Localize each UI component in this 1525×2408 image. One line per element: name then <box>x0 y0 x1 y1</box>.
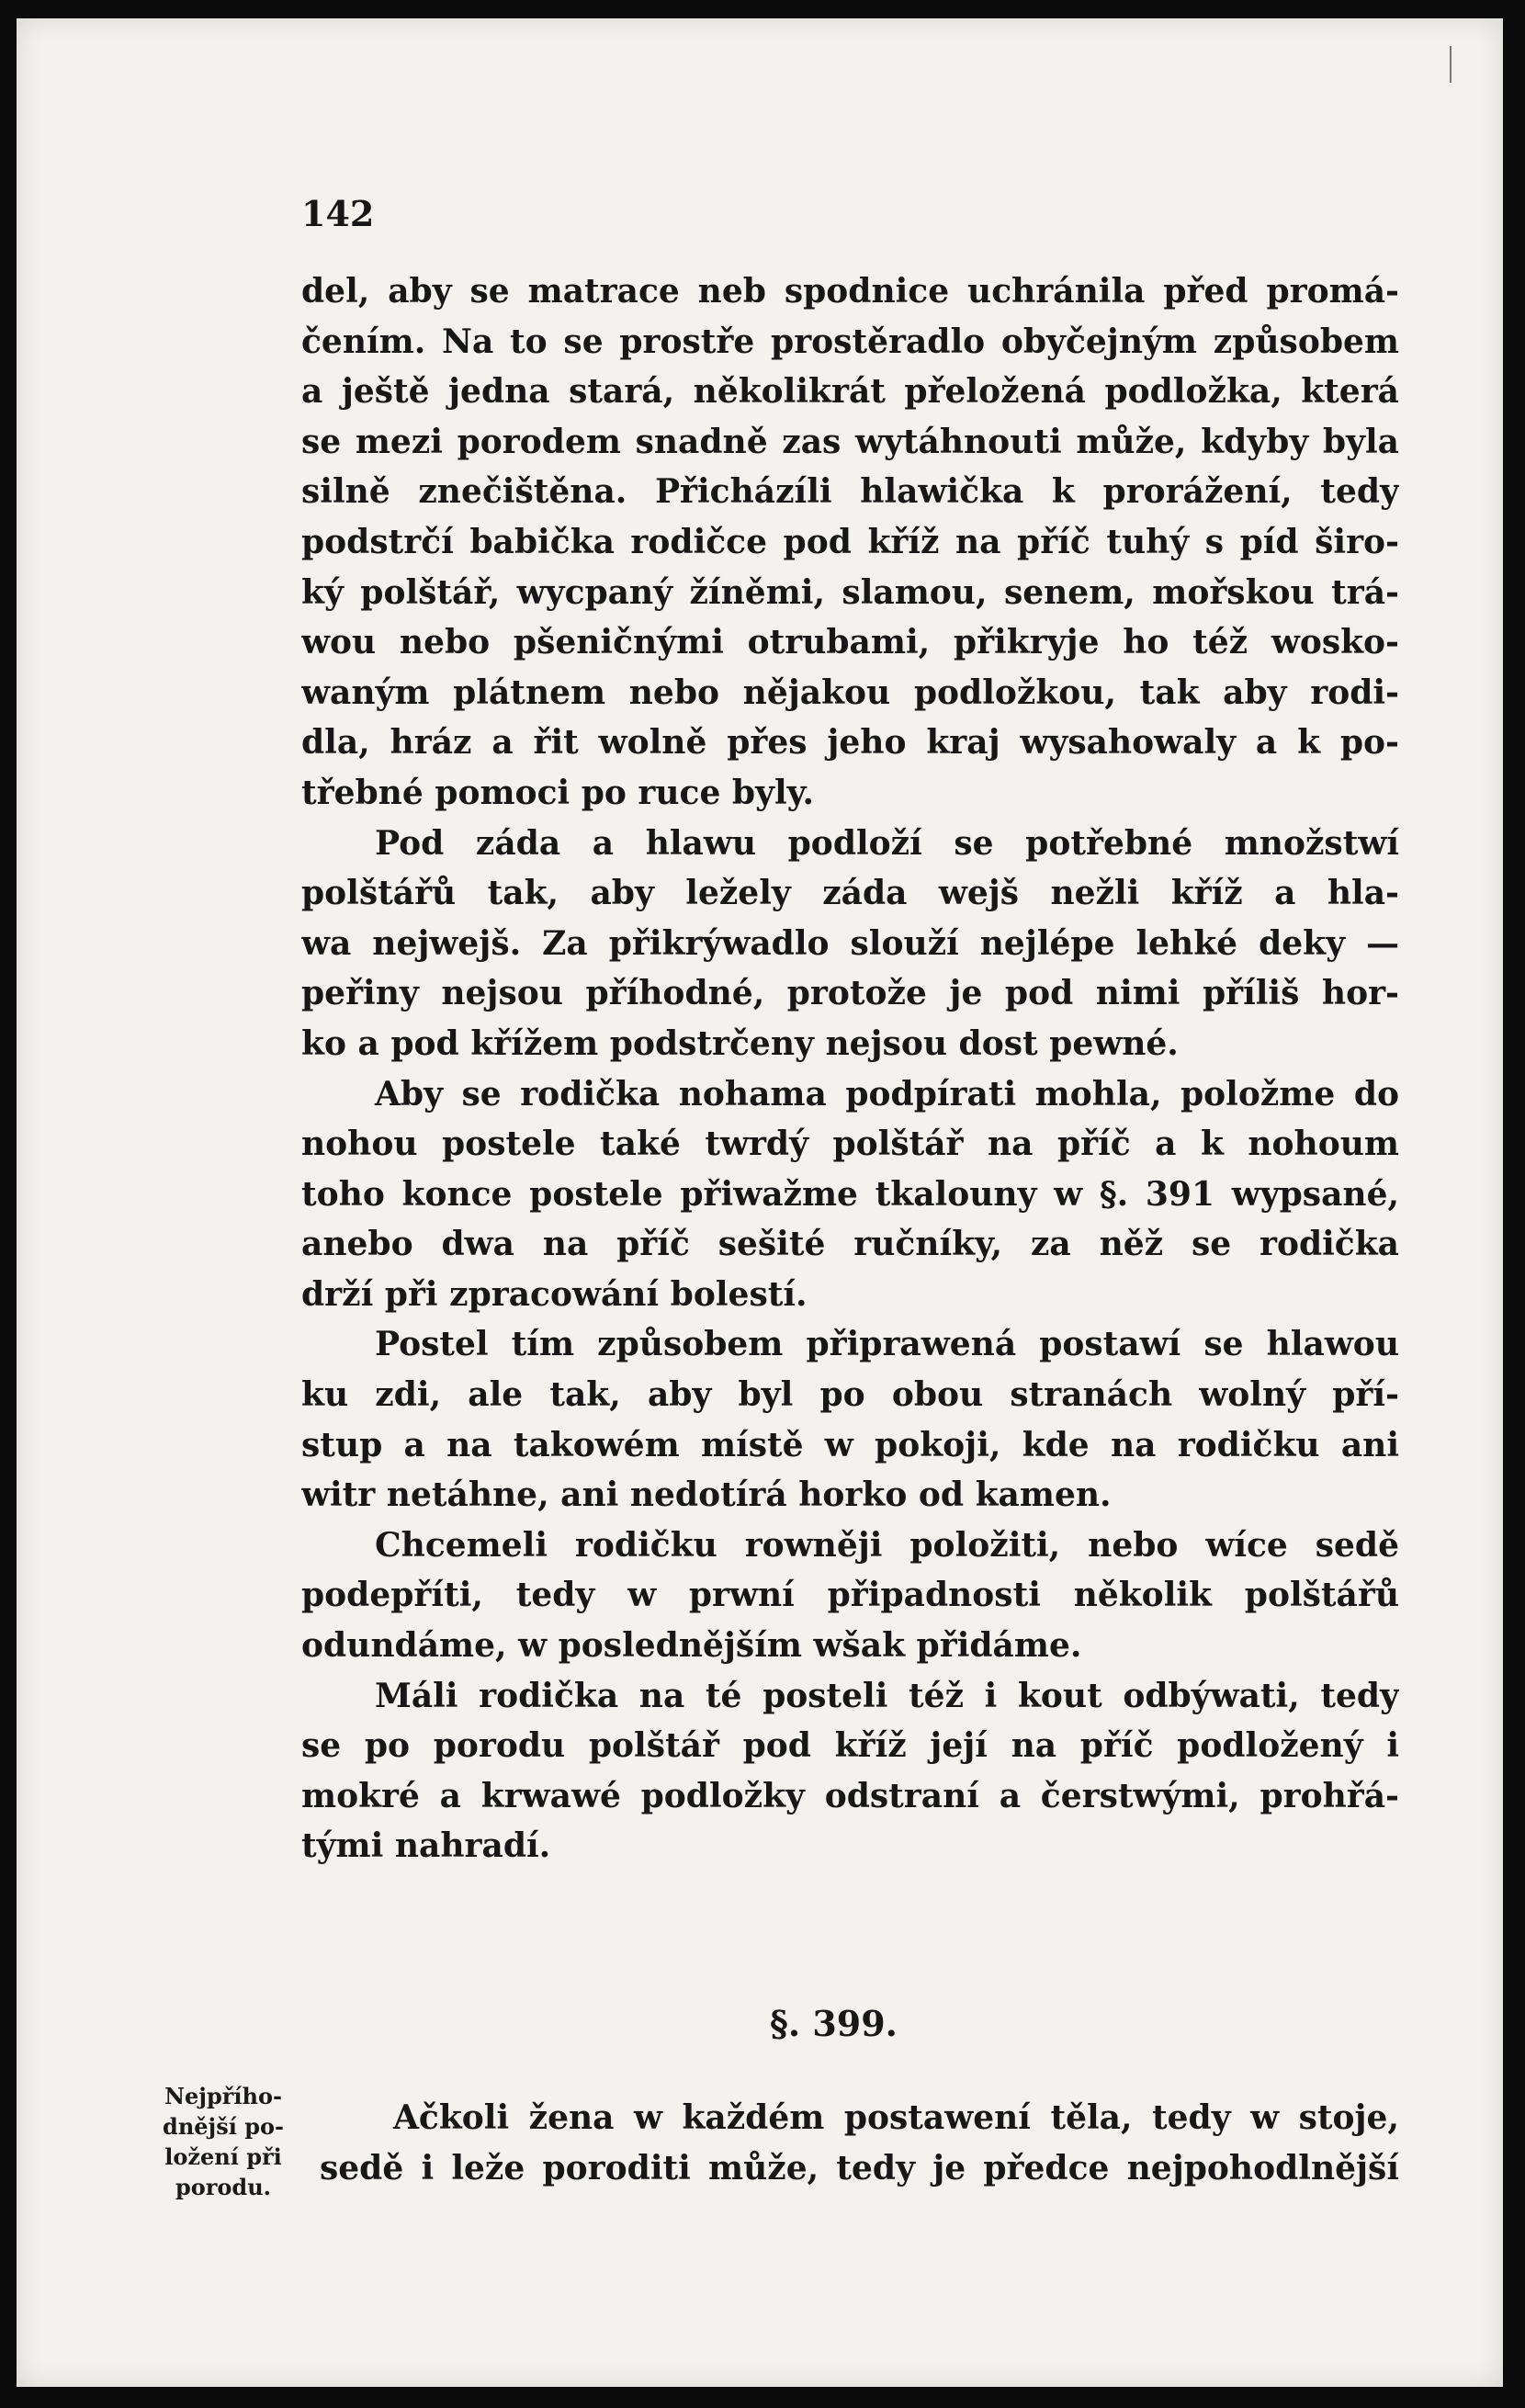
paragraph-line: Ačkoli žena w každém postawení těla, tedy w stoje, <box>393 2098 1399 2137</box>
paragraph-line: mokré a krwawé podložky odstraní a čerstwými, prohřá- <box>301 1776 1399 1815</box>
paragraph-line: podstrčí babička rodičce pod kříž na příč tuhý s píd širo- <box>301 522 1399 561</box>
paragraph <box>301 1069 1399 1320</box>
paragraph-line: ký polštář, wycpaný žíněmi, slamou, senem, mořskou trá- <box>301 572 1399 612</box>
section-heading: §. 399. <box>770 2003 898 2044</box>
margin-note <box>145 2081 301 2202</box>
section-paragraph <box>320 2090 1399 2190</box>
paragraph-line: tými nahradí. <box>301 1826 551 1866</box>
paragraph-line: Aby se rodička nohama podpírati mohla, položme do <box>375 1074 1399 1114</box>
paragraph-line: witr netáhne, ani nedotírá horko od kamen. <box>301 1475 1112 1515</box>
margin-note-line: ložení při <box>164 2143 282 2170</box>
paragraph-line: se po porodu polštář pod kříž její na příč podložený i <box>301 1726 1399 1766</box>
paragraph-line: wou nebo pšeničnými otrubami, přikryje ho též wosko- <box>301 623 1399 662</box>
paragraph-line: ko a pod křížem podstrčeny nejsou dost pewné. <box>301 1023 1179 1063</box>
paragraph-line: drží při zpracowání bolestí. <box>301 1274 808 1314</box>
main-text <box>301 266 1399 1871</box>
paragraph-line: del, aby se matrace neb spodnice uchránila před promá- <box>301 272 1399 311</box>
paragraph-line: silně znečištěna. Přicházíli hlawička k prorážení, tedy <box>301 472 1399 512</box>
paragraph-line: anebo dwa na příč sešité ručníky, za něž se rodička <box>301 1225 1399 1264</box>
paragraph-line: stup a na takowém místě w pokoji, kde na rodičku ani <box>301 1425 1399 1464</box>
paragraph-line: wa nejwejš. Za přikrýwadlo slouží nejlépe lehké deky — <box>301 923 1399 963</box>
paragraph <box>301 1319 1399 1520</box>
paragraph-line: Chcemeli rodičku rowněji položiti, nebo wíce sedě <box>375 1525 1399 1565</box>
paragraph-line: polštářů tak, aby ležely záda wejš nežli kříž a hla- <box>301 874 1399 913</box>
paragraph-line: Pod záda a hlawu podloží se potřebné množstwí <box>375 823 1399 863</box>
margin-note-line: dnější po- <box>163 2113 284 2140</box>
book-page <box>17 18 1503 2387</box>
paragraph-line: toho konce postele přiwažme tkalouny w §. 391 wypsané, <box>301 1174 1399 1214</box>
page-number: 142 <box>301 193 375 234</box>
paragraph <box>301 1671 1399 1871</box>
paragraph <box>301 266 1399 819</box>
page-edge-mark <box>1450 46 1452 83</box>
paragraph <box>301 1521 1399 1671</box>
paragraph-line: waným plátnem nebo nějakou podložkou, tak aby rodi- <box>301 673 1399 712</box>
paragraph-line: Postel tím způsobem připrawená postawí se hlawou <box>375 1325 1399 1364</box>
paragraph-line: sedě i leže poroditi může, tedy je předce nejpohodlnější <box>320 2148 1399 2188</box>
paragraph-line: dla, hráz a řit wolně přes jeho kraj wysahowaly a k po- <box>301 723 1399 763</box>
paragraph-line: třebné pomoci po ruce byly. <box>301 773 814 812</box>
paragraph-line: odundáme, w poslednějším wšak přidáme. <box>301 1626 1082 1666</box>
margin-note-line: Nejpřího- <box>164 2083 282 2109</box>
paragraph-line: Máli rodička na té posteli též i kout odbýwati, tedy <box>375 1676 1399 1715</box>
margin-note-line: porodu. <box>175 2174 272 2200</box>
paragraph-line: čením. Na to se prostře prostěradlo obyčejným způsobem <box>301 322 1399 361</box>
paragraph-line: peřiny nejsou příhodné, protože je pod nimi příliš hor- <box>301 974 1399 1013</box>
paragraph-line: se mezi porodem snadně zas wytáhnouti může, kdyby byla <box>301 422 1399 461</box>
paragraph-line: nohou postele také twrdý polštář na příč a k nohoum <box>301 1125 1399 1164</box>
paragraph-line: a ještě jedna stará, několikrát přeložená podložka, která <box>301 372 1399 412</box>
paragraph <box>301 819 1399 1069</box>
paragraph-line: ku zdi, ale tak, aby byl po obou stranách wolný pří- <box>301 1375 1399 1415</box>
paragraph-line: podepříti, tedy w prwní připadnosti několik polštářů <box>301 1576 1399 1615</box>
